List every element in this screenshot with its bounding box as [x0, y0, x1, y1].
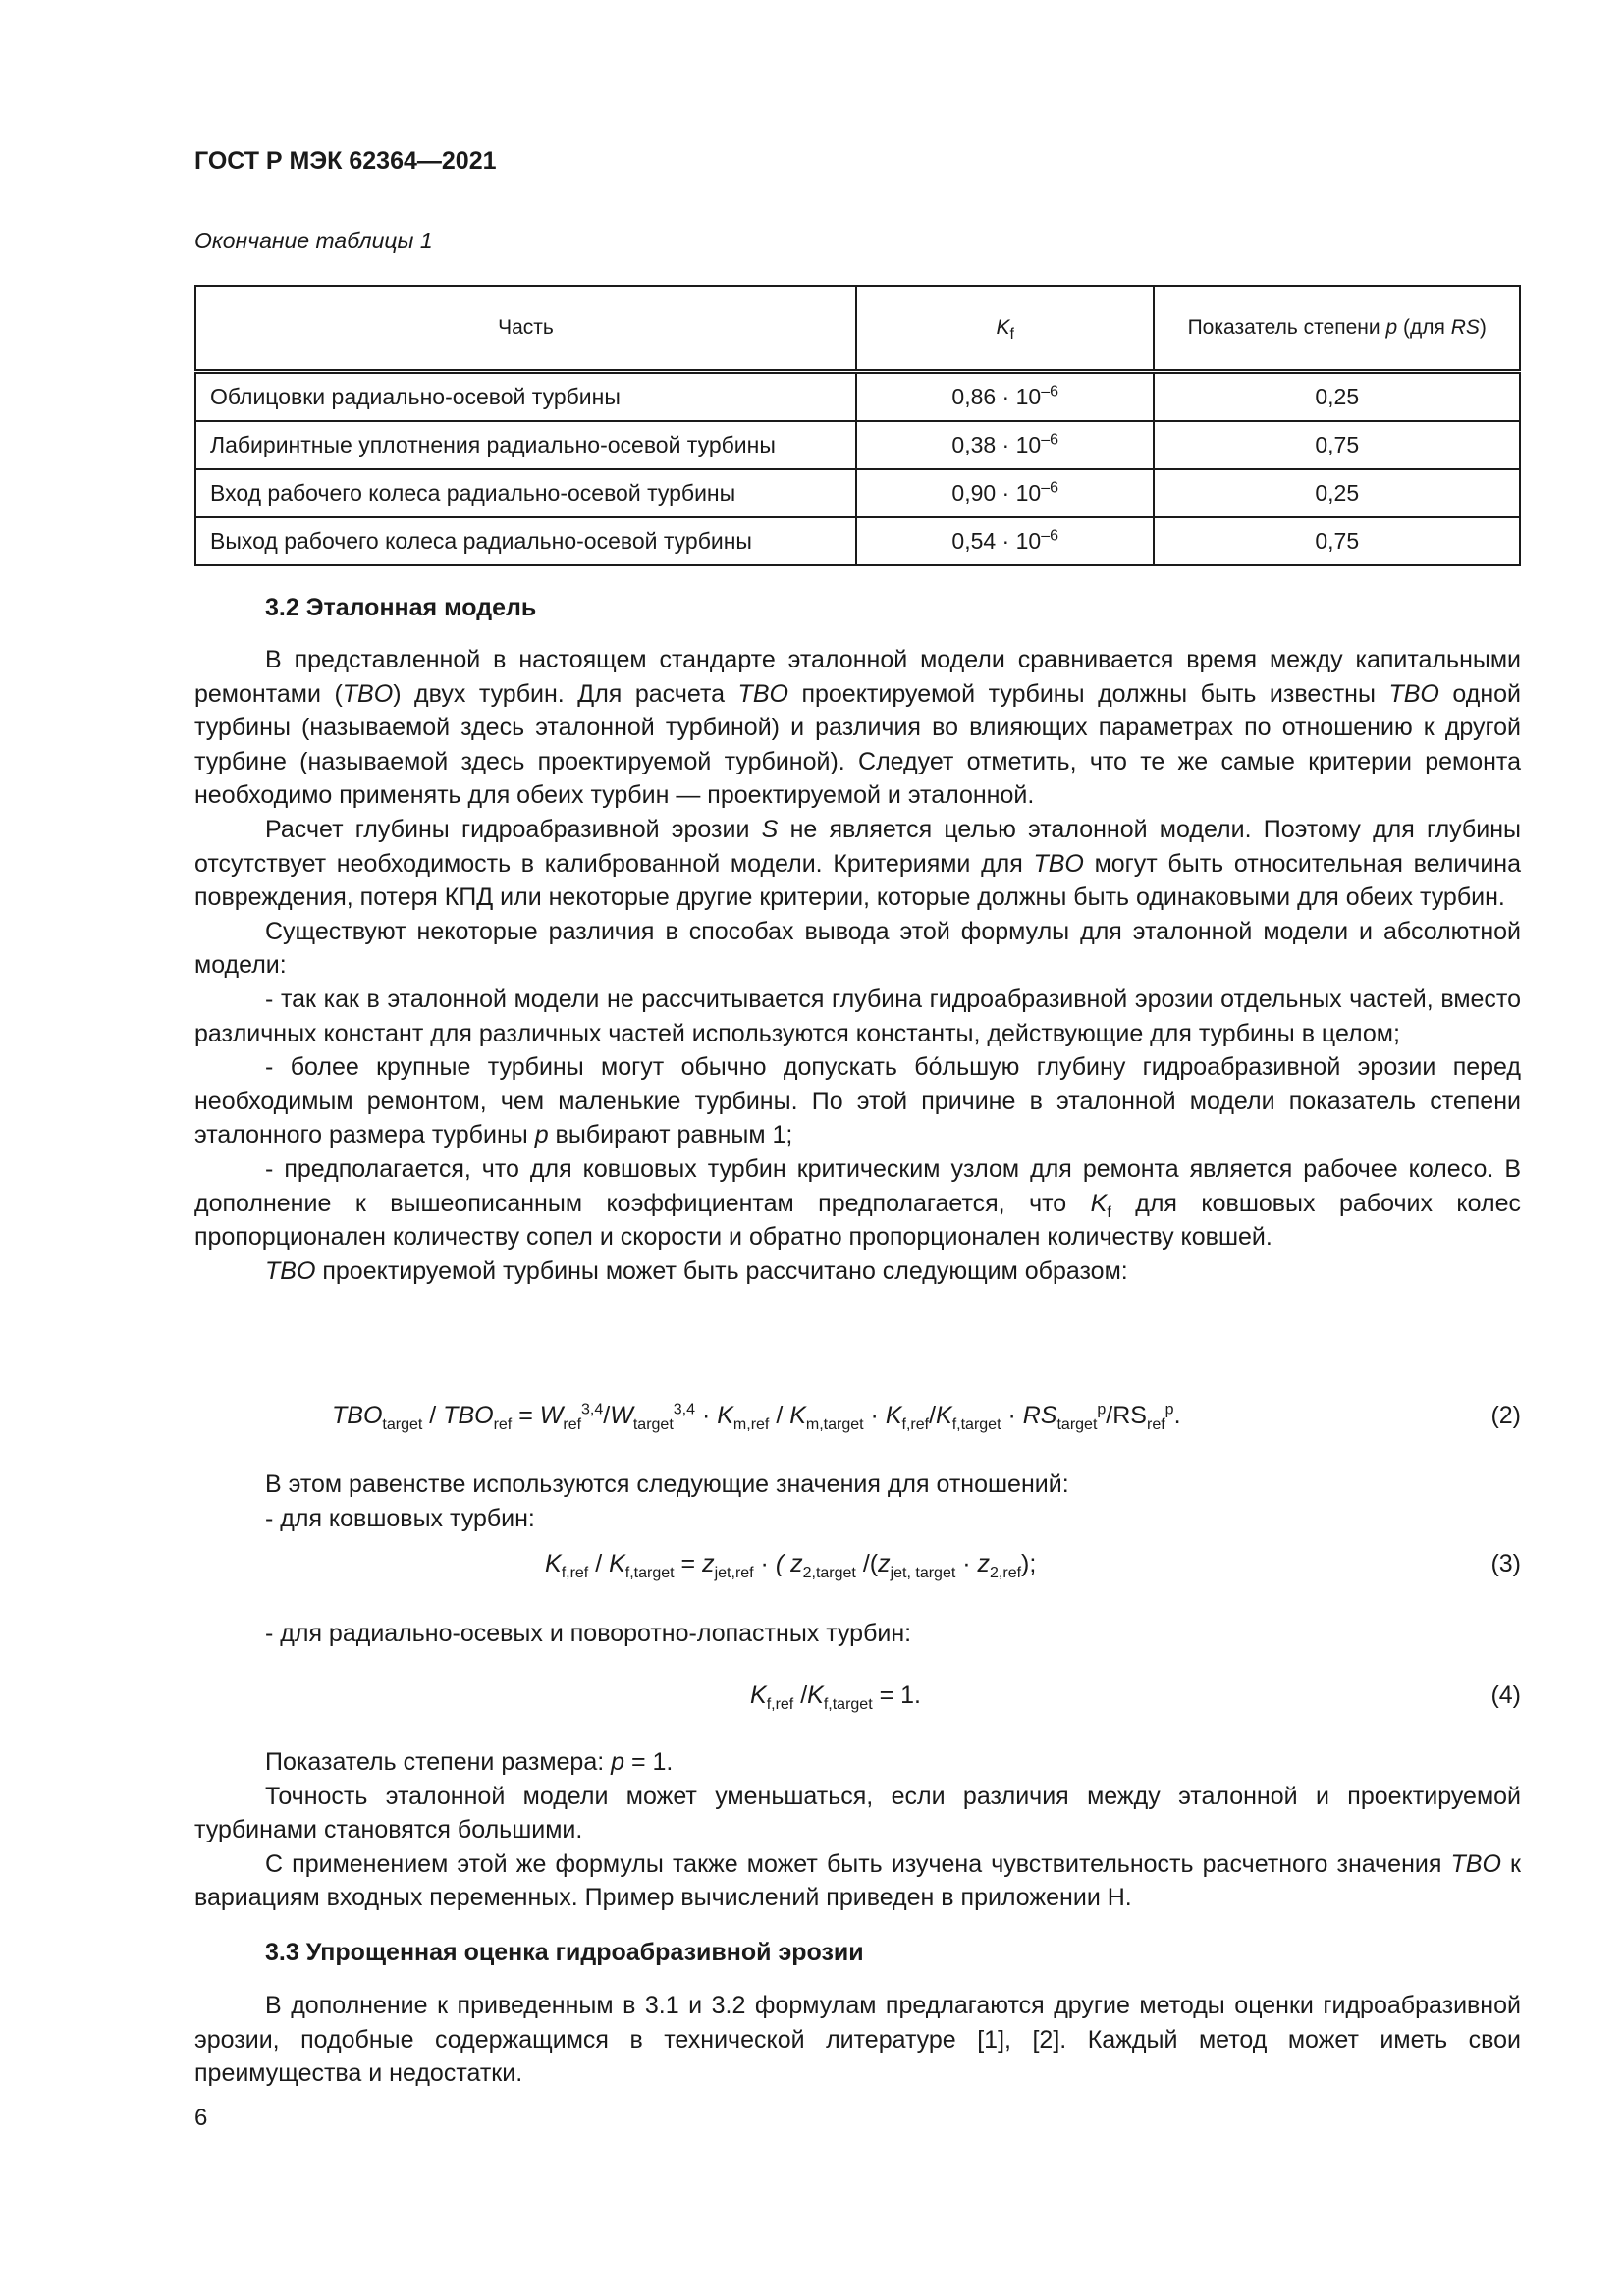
cell-part: Облицовки радиально-осевой турбины [195, 372, 856, 422]
paragraph: В этом равенстве используются следующие значения для отношений: [265, 1470, 1069, 1498]
cell-part: Вход рабочего колеса радиально-осевой турбины [195, 469, 856, 517]
page-number: 6 [194, 2105, 208, 2131]
cell-exponent: 0,75 [1154, 517, 1520, 565]
paragraph: В дополнение к приведенным в 3.1 и 3.2 формулам предлагаются другие методы оценки гидроабразивной эрозии, подобные содержащимся в технической литературе [1], [2]. Каждый метод может иметь свои преимущества и недостатки. [194, 1992, 1521, 2088]
formula-number: (3) [1490, 1550, 1521, 1577]
cell-part: Выход рабочего колеса радиально-осевой турбины [195, 517, 856, 565]
list-item: - предполагается, что для ковшовых турбин критическим узлом для ремонта является рабочее колесо. В дополнение к вышеописанным коэффициентам предполагается, что $K_f$ для ковшовых рабочих колес пропорционален количеству сопел и скорости и обратно пропорционален количеству ковшей. [194, 1154, 1521, 1252]
formula-3-expression: $K_{f,ref} / K_{f,target} = z_{jet,ref}$ · ( $z_{2,target}$ $/(z_{jet, target} \cdot z_{2,ref})$; [545, 1550, 1037, 1581]
coefficients-table [194, 285, 1521, 566]
cell-exponent: 0,75 [1154, 421, 1520, 469]
table-row [195, 372, 1520, 422]
table-row [195, 421, 1520, 469]
formula-4 [194, 1682, 1521, 1721]
header-part: Часть [195, 286, 856, 372]
formula-number: (2) [1490, 1402, 1521, 1429]
paragraph: Точность эталонной модели может уменьшаться, если различия между эталонной и проектируемой турбинами становятся большими. [194, 1782, 1521, 1844]
list-item: - более крупные турбины могут обычно допускать бо́льшую глубину гидроабразивной эрозии перед необходимым ремонтом, чем маленькие турбины. По этой причине в эталонной модели показатель степени эталонного размера турбины p выбирают равным 1; [194, 1053, 1521, 1149]
paragraph: TBO проектируемой турбины может быть рассчитано следующим образом: [265, 1256, 1128, 1285]
section-heading-3-2: 3.2 Эталонная модель [265, 594, 537, 621]
paragraph: С применением этой же формулы также может быть изучена чувствительность расчетного значения TBO к вариациям входных переменных. Пример вычислений приведен в приложении Н. [194, 1849, 1521, 1912]
cell-exponent: 0,25 [1154, 469, 1520, 517]
section-3-2-text-d [194, 1745, 1521, 1915]
paragraph: Существуют некоторые различия в способах вывода этой формулы для эталонной модели и абсолютной модели: [194, 917, 1521, 980]
cell-part: Лабиринтные уплотнения радиально-осевой турбины [195, 421, 856, 469]
header-exponent: Показатель степени p (для RS) [1154, 286, 1520, 372]
formula-2-expression: $TBO_{target} / TBO_{ref} = W_{ref}^{3,4}/W_{target}^{3,4} \cdot K_{m,ref} / K_{m,target} \cdot K_{f,ref}/K_{f,target} \cdot RS_{target}^p/RS_{ref}^p$. [332, 1401, 1181, 1433]
section-3-2-text-c [194, 1617, 1521, 1651]
formula-3 [194, 1550, 1521, 1589]
cell-kf: $0,90 \cdot 10^{-6}$ [856, 469, 1155, 517]
list-item: - для радиально-осевых и поворотно-лопастных турбин: [265, 1620, 912, 1647]
cell-exponent: 0,25 [1154, 372, 1520, 422]
table-row [195, 469, 1520, 517]
cell-kf: $0,54 \cdot 10^{-6}$ [856, 517, 1155, 565]
table-caption: Окончание таблицы 1 [194, 228, 433, 253]
cell-kf: $0,38 \cdot 10^{-6}$ [856, 421, 1155, 469]
list-item: - так как в эталонной модели не рассчитывается глубина гидроабразивной эрозии отдельных частей, вместо различных констант для различных частей используются константы, действующие для турбины в целом; [194, 985, 1521, 1047]
section-3-2-text-a [194, 643, 1521, 1288]
paragraph: В представленной в настоящем стандарте эталонной модели сравнивается время между капитальными ремонтами (TBO) двух турбин. Для расчета TBO проектируемой турбины должны быть известны TBO одной турбины (называемой здесь эталонной турбиной) и различия во влияющих параметрах по отношению к другой турбине (называемой здесь проектируемой турбиной). Следует отметить, что те же самые критерии ремонта необходимо применять для обеих турбин — проектируемой и эталонной. [194, 646, 1522, 810]
section-heading-3-3: 3.3 Упрощенная оценка гидроабразивной эрозии [265, 1939, 864, 1966]
table-row [195, 517, 1520, 565]
paragraph: Показатель степени размера: p = 1. [265, 1748, 674, 1776]
paragraph: Расчет глубины гидроабразивной эрозии S не является целью эталонной модели. Поэтому для глубины отсутствует необходимость в калиброванной модели. Критериями для TBO могут быть относительная величина повреждения, потеря КПД или некоторые другие критерии, которые должны быть одинаковыми для обеих турбин. [194, 815, 1521, 912]
section-3-3-text [194, 1989, 1521, 2091]
list-item: - для ковшовых турбин: [265, 1504, 535, 1532]
table-header-row [195, 286, 1520, 372]
section-3-2-text-b [194, 1468, 1521, 1535]
cell-kf: $0,86 \cdot 10^{-6}$ [856, 372, 1155, 422]
formula-number: (4) [1490, 1682, 1521, 1709]
header-kf: $K_f$ [856, 286, 1155, 372]
formula-4-expression: $K_{f,ref}$ $/K_{f,target} = 1$. [750, 1682, 921, 1713]
formula-2 [194, 1402, 1521, 1441]
document-code: ГОСТ Р МЭК 62364—2021 [194, 147, 497, 175]
